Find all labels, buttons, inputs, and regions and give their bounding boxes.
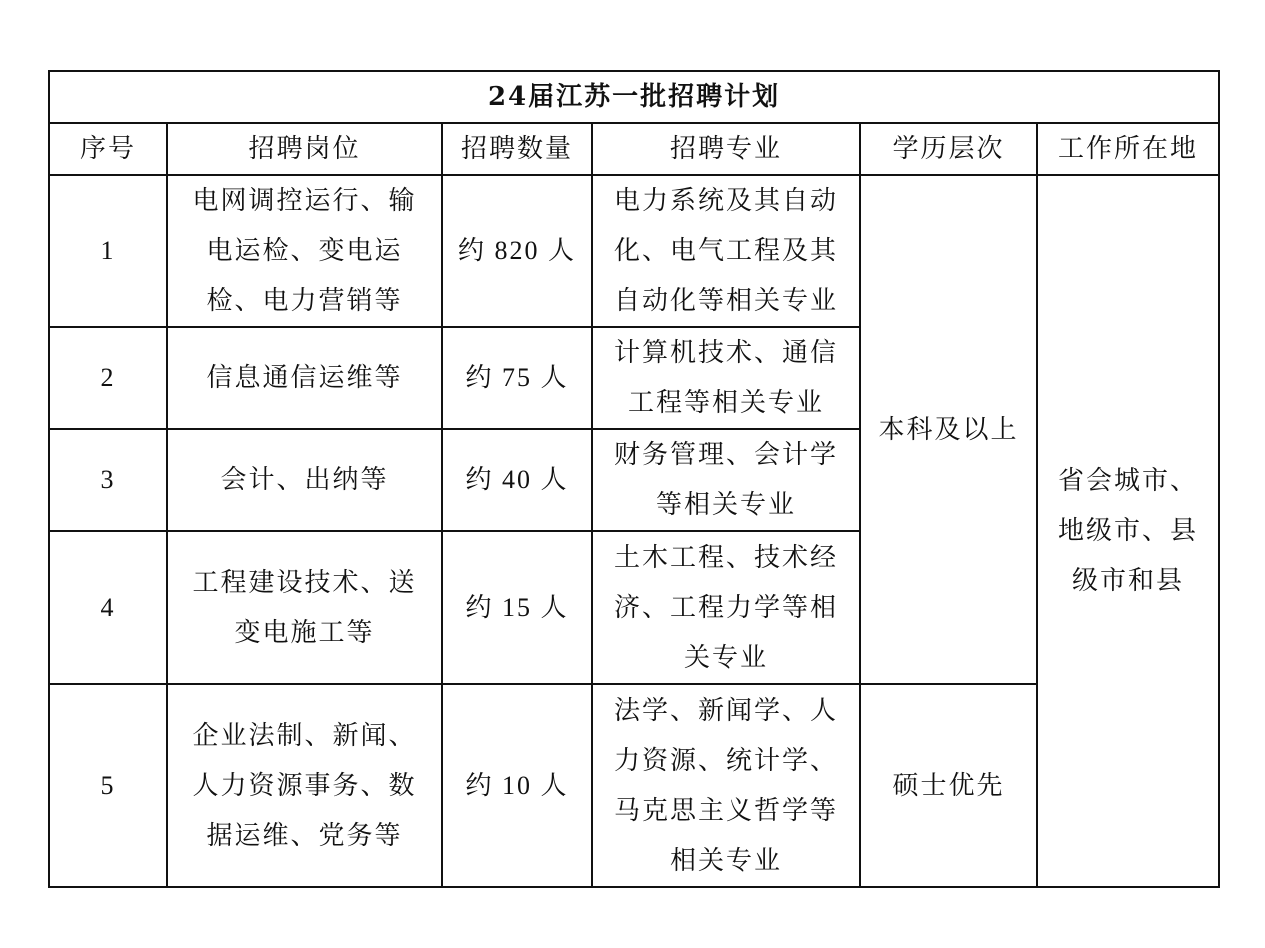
row-position: 企业法制、新闻、人力资源事务、数据运维、党务等 bbox=[167, 684, 442, 887]
row-count: 约 75 人 bbox=[442, 327, 592, 429]
row-seq: 5 bbox=[49, 684, 167, 887]
education-master-cell: 硕士优先 bbox=[860, 684, 1037, 887]
row-count: 约 40 人 bbox=[442, 429, 592, 531]
header-row bbox=[49, 123, 1219, 175]
header-seq: 序号 bbox=[49, 123, 167, 175]
row-seq: 3 bbox=[49, 429, 167, 531]
row-seq: 4 bbox=[49, 531, 167, 684]
row-seq: 2 bbox=[49, 327, 167, 429]
row-count: 约 15 人 bbox=[442, 531, 592, 684]
row-position: 会计、出纳等 bbox=[167, 429, 442, 531]
row-position: 信息通信运维等 bbox=[167, 327, 442, 429]
row-position: 电网调控运行、输电运检、变电运检、电力营销等 bbox=[167, 175, 442, 327]
header-major: 招聘专业 bbox=[592, 123, 860, 175]
row-major: 计算机技术、通信工程等相关专业 bbox=[592, 327, 860, 429]
recruitment-plan-table bbox=[48, 70, 1220, 888]
table-title: 24届江苏一批招聘计划 bbox=[49, 71, 1219, 123]
education-bachelor-cell: 本科及以上 bbox=[860, 175, 1037, 684]
header-location: 工作所在地 bbox=[1037, 123, 1219, 175]
row-major: 土木工程、技术经济、工程力学等相关专业 bbox=[592, 531, 860, 684]
header-education: 学历层次 bbox=[860, 123, 1037, 175]
header-position: 招聘岗位 bbox=[167, 123, 442, 175]
row-major: 法学、新闻学、人力资源、统计学、马克思主义哲学等相关专业 bbox=[592, 684, 860, 887]
row-seq: 1 bbox=[49, 175, 167, 327]
row-major: 电力系统及其自动化、电气工程及其自动化等相关专业 bbox=[592, 175, 860, 327]
row-count: 约 10 人 bbox=[442, 684, 592, 887]
location-cell: 省会城市、地级市、县级市和县 bbox=[1037, 175, 1219, 887]
row-count: 约 820 人 bbox=[442, 175, 592, 327]
row-major: 财务管理、会计学等相关专业 bbox=[592, 429, 860, 531]
header-count: 招聘数量 bbox=[442, 123, 592, 175]
row-position: 工程建设技术、送变电施工等 bbox=[167, 531, 442, 684]
table-row bbox=[49, 175, 1219, 327]
